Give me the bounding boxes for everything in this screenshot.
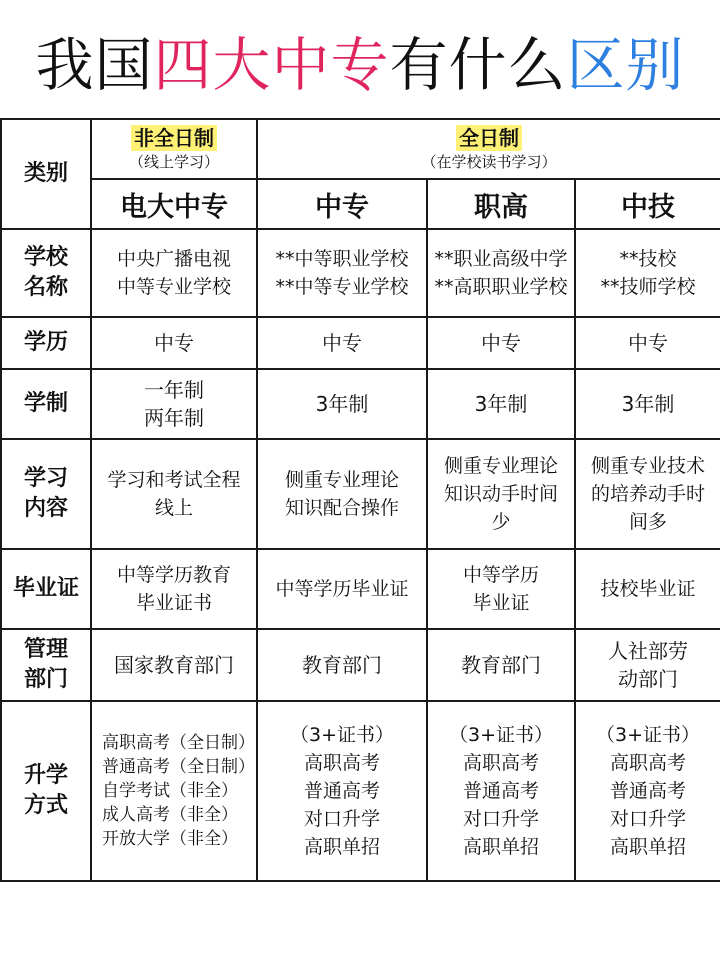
- cell-line: 对口升学: [303, 808, 380, 830]
- cell-advancement-zhongji: [575, 701, 720, 881]
- cell-school-name-zhongji: [575, 229, 720, 317]
- cell-certificate-dianda: [91, 549, 257, 629]
- group-full-time-sub: （在学校读书学习）: [421, 153, 557, 171]
- row-label-school-name: [1, 229, 91, 317]
- cell-line: 高职单招: [462, 836, 539, 858]
- cell-line: 侧重专业理论: [443, 455, 558, 477]
- cell-line: 毕业证: [472, 592, 530, 614]
- group-part-time-sub: （线上学习）: [128, 153, 219, 171]
- header-row-columns: [1, 179, 720, 229]
- column-header-zhigao: 职高: [427, 179, 575, 229]
- cell-advancement-zhongzhuan: [257, 701, 427, 881]
- label-line: 部门: [23, 667, 68, 692]
- group-part-time: [91, 119, 257, 179]
- row-label-certificate: [1, 549, 91, 629]
- label-line: 方式: [23, 793, 68, 818]
- cell-line: （3+证书）: [289, 724, 394, 746]
- cell-management-zhongji: [575, 629, 720, 701]
- cell-line: 对口升学: [462, 808, 539, 830]
- label-line: 名称: [23, 275, 68, 300]
- page-title: [0, 18, 720, 102]
- cell-line: 普通高考: [609, 780, 686, 802]
- label-line: 学制: [23, 391, 68, 416]
- row-school-name: [1, 229, 720, 317]
- row-duration: [1, 369, 720, 439]
- row-management: [1, 629, 720, 701]
- cell-line: 中央广播电视: [116, 248, 231, 270]
- cell-line: （3+证书）: [595, 724, 700, 746]
- cell-management-zhigao: 教育部门: [427, 629, 575, 701]
- group-full-time: [257, 119, 720, 179]
- cell-school-name-zhongzhuan: [257, 229, 427, 317]
- cell-advancement-zhigao: [427, 701, 575, 881]
- cell-content-zhigao: [427, 439, 575, 549]
- cell-line: 高职高考: [609, 752, 686, 774]
- row-label-management: [1, 629, 91, 701]
- cell-line: **中等专业学校: [275, 276, 409, 298]
- cell-line: 侧重专业技术: [590, 455, 705, 477]
- cell-line: 学习和考试全程: [107, 469, 241, 491]
- comparison-table: [0, 118, 720, 882]
- cell-duration-zhongji: 3年制: [575, 369, 720, 439]
- group-part-time-label: 非全日制: [131, 125, 217, 151]
- cell-line: 知识动手时间: [443, 483, 558, 505]
- label-line: 学习: [23, 466, 68, 491]
- label-line: 内容: [23, 496, 68, 521]
- label-line: 学校: [23, 245, 68, 270]
- cell-line: 成人高考（非全）: [102, 805, 238, 825]
- column-header-dianda: 电大中专: [91, 179, 257, 229]
- cell-education-zhigao: 中专: [427, 317, 575, 369]
- cell-content-zhongzhuan: [257, 439, 427, 549]
- cell-line: 知识配合操作: [284, 497, 399, 519]
- category-header-label: 类别: [23, 161, 68, 186]
- cell-line: 间多: [628, 511, 667, 533]
- cell-line: 高职高考: [462, 752, 539, 774]
- cell-certificate-zhongji: 技校毕业证: [575, 549, 720, 629]
- cell-line: 毕业证书: [135, 592, 212, 614]
- cell-line: 普通高考: [462, 780, 539, 802]
- cell-content-dianda: [91, 439, 257, 549]
- row-label-duration: [1, 369, 91, 439]
- cell-line: 中等专业学校: [116, 276, 231, 298]
- row-education: [1, 317, 720, 369]
- title-part-1: 我国: [35, 31, 154, 99]
- cell-line: 高职高考: [303, 752, 380, 774]
- column-header-zhongzhuan: 中专: [257, 179, 427, 229]
- cell-line: 高职单招: [609, 836, 686, 858]
- cell-line: 侧重专业理论: [284, 469, 399, 491]
- cell-school-name-dianda: [91, 229, 257, 317]
- row-label-education: [1, 317, 91, 369]
- header-row-groups: [1, 119, 720, 179]
- row-label-content: [1, 439, 91, 549]
- cell-line: **技师学校: [600, 276, 696, 298]
- cell-line: 两年制: [144, 406, 204, 430]
- category-header: [1, 119, 91, 229]
- cell-line: 普通高考（全日制）: [102, 757, 255, 777]
- title-part-4: 区别: [566, 31, 685, 99]
- cell-line: 一年制: [144, 378, 204, 402]
- cell-line: 开放大学（非全）: [102, 829, 238, 849]
- cell-education-zhongzhuan: 中专: [257, 317, 427, 369]
- group-full-time-label: 全日制: [456, 125, 522, 151]
- label-line: 毕业证: [12, 576, 79, 601]
- cell-line: 动部门: [618, 667, 678, 691]
- row-label-advancement: [1, 701, 91, 881]
- cell-line: 少: [491, 511, 511, 533]
- cell-line: **职业高级中学: [434, 248, 568, 270]
- cell-duration-zhongzhuan: 3年制: [257, 369, 427, 439]
- label-line: 管理: [23, 637, 68, 662]
- cell-line: 线上: [154, 497, 193, 519]
- cell-certificate-zhigao: [427, 549, 575, 629]
- cell-content-zhongji: [575, 439, 720, 549]
- cell-line: 高职高考（全日制）: [102, 733, 255, 753]
- title-part-2: 四大中专: [153, 31, 390, 99]
- cell-line: 中等学历: [462, 564, 539, 586]
- cell-school-name-zhigao: [427, 229, 575, 317]
- cell-line: 对口升学: [609, 808, 686, 830]
- cell-duration-zhigao: 3年制: [427, 369, 575, 439]
- cell-advancement-dianda: [91, 701, 257, 881]
- cell-line: （3+证书）: [448, 724, 553, 746]
- cell-line: **技校: [619, 248, 677, 270]
- cell-line: 自学考试（非全）: [102, 781, 238, 801]
- row-certificate: [1, 549, 720, 629]
- cell-line: 高职单招: [303, 836, 380, 858]
- cell-management-dianda: 国家教育部门: [91, 629, 257, 701]
- cell-line: **高职职业学校: [434, 276, 568, 298]
- cell-education-dianda: 中专: [91, 317, 257, 369]
- label-line: 学历: [23, 330, 68, 355]
- row-advancement: [1, 701, 720, 881]
- cell-line: 人社部劳: [608, 639, 688, 663]
- cell-line: 普通高考: [303, 780, 380, 802]
- column-header-zhongji: 中技: [575, 179, 720, 229]
- cell-certificate-zhongzhuan: 中等学历毕业证: [257, 549, 427, 629]
- cell-education-zhongji: 中专: [575, 317, 720, 369]
- cell-line: **中等职业学校: [275, 248, 409, 270]
- cell-duration-dianda: [91, 369, 257, 439]
- cell-line: 的培养动手时: [590, 483, 705, 505]
- label-line: 升学: [23, 763, 68, 788]
- cell-management-zhongzhuan: 教育部门: [257, 629, 427, 701]
- cell-line: 中等学历教育: [116, 564, 231, 586]
- title-part-3: 有什么: [389, 31, 567, 99]
- row-content: [1, 439, 720, 549]
